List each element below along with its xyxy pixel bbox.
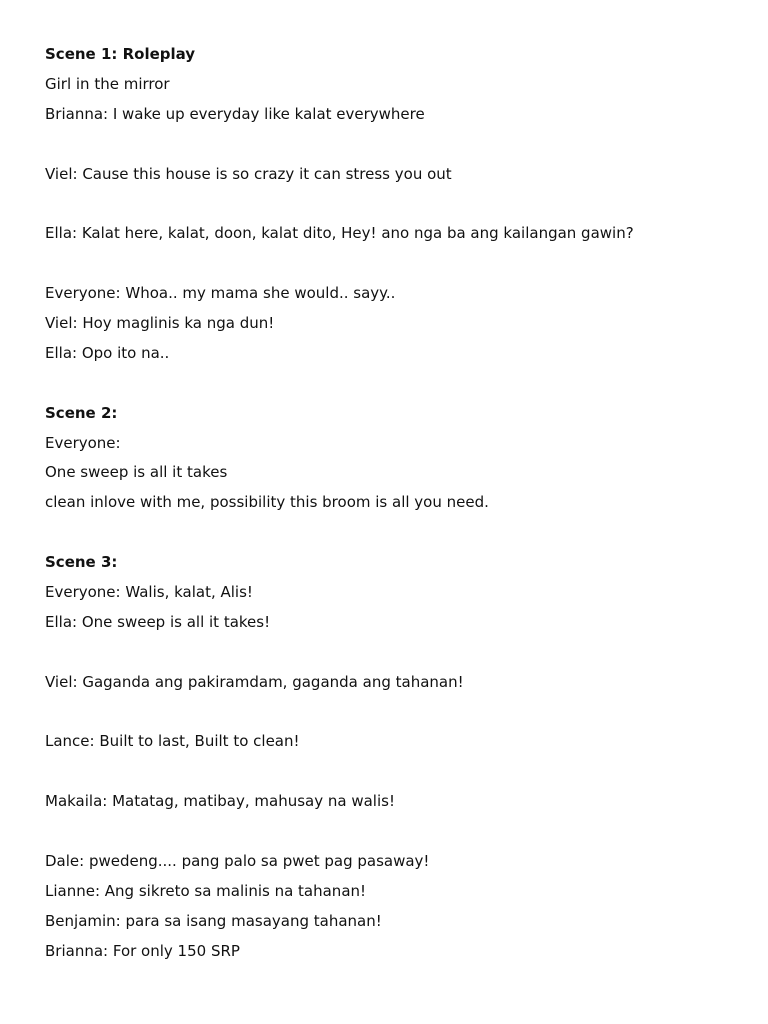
scene-heading: Scene 2: — [45, 403, 118, 422]
blank-line — [45, 761, 735, 781]
blank-line — [45, 821, 735, 841]
script-line: Ella: Opo ito na.. — [45, 343, 170, 362]
script-line: Viel: Gaganda ang pakiramdam, gaganda ang tahanan! — [45, 672, 464, 691]
scene-heading: Scene 3: — [45, 553, 118, 572]
blank-line — [45, 134, 735, 154]
script-line: Ella: Kalat here, kalat, doon, kalat dito, Hey! ano nga ba ang kailangan gawin? — [45, 224, 634, 243]
script-line: Lianne: Ang sikreto sa malinis na tahanan! — [45, 881, 367, 900]
blank-line — [45, 373, 735, 393]
blank-line — [45, 702, 735, 722]
blank-line — [45, 642, 735, 662]
script-line: Viel: Cause this house is so crazy it can stress you out — [45, 164, 452, 183]
script-line: Lance: Built to last, Built to clean! — [45, 732, 300, 751]
script-line: Everyone: — [45, 433, 121, 452]
script-line: Dale: pwedeng.... pang palo sa pwet pag pasaway! — [45, 852, 430, 871]
blank-line — [45, 193, 735, 213]
script-line: Viel: Hoy maglinis ka nga dun! — [45, 314, 275, 333]
script-line: Brianna: I wake up everyday like kalat everywhere — [45, 104, 425, 123]
blank-line — [45, 522, 735, 542]
script-line: Everyone: Whoa.. my mama she would.. sayy.. — [45, 284, 396, 303]
script-line: Everyone: Walis, kalat, Alis! — [45, 583, 253, 602]
script-line: Girl in the mirror — [45, 74, 170, 93]
scene-heading: Scene 1: Roleplay — [45, 45, 196, 63]
script-line: Benjamin: para sa isang masayang tahanan! — [45, 911, 382, 930]
script-line: Brianna: For only 150 SRP — [45, 941, 240, 960]
script-line: Ella: One sweep is all it takes! — [45, 612, 271, 631]
script-line: One sweep is all it takes — [45, 463, 228, 482]
script-line: clean inlove with me, possibility this broom is all you need. — [45, 493, 489, 512]
script-line: Makaila: Matatag, matibay, mahusay na walis! — [45, 792, 395, 811]
blank-line — [45, 253, 735, 273]
script-document — [45, 44, 735, 971]
